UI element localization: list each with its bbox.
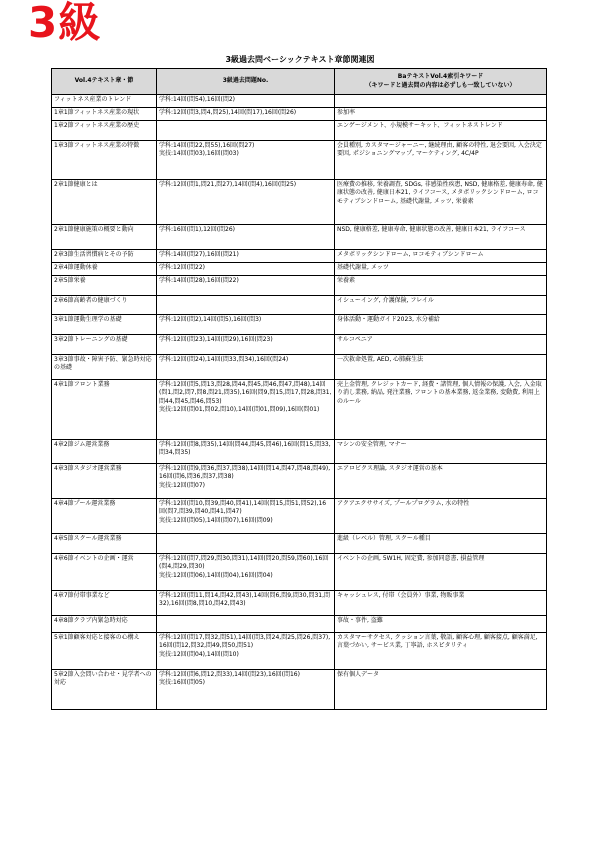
questions-cell <box>157 250 335 263</box>
table-row <box>52 355 547 380</box>
section-cell: 2章3節生活習慣病とその予防 <box>52 250 157 263</box>
keywords-cell <box>335 95 547 108</box>
section-cell: 4章7節付帯事業など <box>52 591 157 616</box>
table-row <box>52 616 547 633</box>
questions-cell <box>157 263 335 276</box>
section-cell: 2章1節健康とは <box>52 180 157 225</box>
questions-cell <box>157 499 335 534</box>
section-cell: 4章2節ジム運営業務 <box>52 440 157 464</box>
question-line: 学科:12回(問10,問39,問40,問41),14回(問15,問51,問52),16回(問7,問39,問40,問41,問47) <box>159 500 327 516</box>
questions-cell <box>157 335 335 355</box>
questions-cell <box>157 108 335 121</box>
table-row <box>52 335 547 355</box>
questions-cell <box>157 633 335 670</box>
keywords-cell: 栄養素 <box>335 276 547 296</box>
keywords-cell: NSD, 健康格差, 健康寿命, 健康状態の改善, 健康日本21, ライフコース <box>335 225 547 250</box>
question-line: 実技:12回(問04),14回(問10) <box>159 650 239 658</box>
table-row <box>52 141 547 180</box>
table-row <box>52 250 547 263</box>
questions-cell <box>157 534 335 554</box>
section-cell: 3章1節運動生理学の基礎 <box>52 315 157 335</box>
question-line: 学科:14回(問22,問55),16回(問27) <box>159 142 255 149</box>
table-row <box>52 534 547 554</box>
question-line: 実技:12回(問07) <box>159 481 205 489</box>
header-keywords-line2: （キワードと過去問の内容は必ずしも一致していない） <box>365 81 516 89</box>
questions-cell <box>157 464 335 499</box>
question-line: 実技:16回(問05) <box>159 679 205 687</box>
table-row <box>52 108 547 121</box>
questions-cell <box>157 180 335 225</box>
header-section: Vol.4テキスト章・節 <box>52 69 157 95</box>
section-cell: 2章4節運動休養 <box>52 263 157 276</box>
section-cell: 2章6節高齢者の健康づくり <box>52 296 157 315</box>
question-line: 学科:12回(問6,問12,問33),14回(問23),16回(問16) <box>159 671 300 678</box>
keywords-cell: 事故・事件, 盗難 <box>335 616 547 633</box>
section-cell: 5章2節入会問い合わせ・見学者への対応 <box>52 670 157 710</box>
question-line: 学科:12回(問17,問32,問51),14回(問3,問24,問25,問26,問37),16回(問12,問32,問49,問50,問51) <box>159 634 331 650</box>
section-cell: 4章3節スタジオ運営業務 <box>52 464 157 499</box>
questions-cell <box>157 591 335 616</box>
question-line: 実技:12回(問06),14回(問04),16回(問04) <box>159 571 273 579</box>
question-line: 学科:14回(問54),16回(問2) <box>159 96 236 103</box>
keywords-cell: メタボリックシンドローム, ロコモティブシンドローム <box>335 250 547 263</box>
question-line: 学科:12回(問7,問29,問30,問31),14回(問20,問59,問60),16回(問4,問29,問30) <box>159 555 329 571</box>
questions-cell <box>157 121 335 141</box>
section-cell: 4章4節プール運営業務 <box>52 499 157 534</box>
section-cell: 4章8節クラブ内緊急時対応 <box>52 616 157 633</box>
keywords-cell: マシンの安全管理, マナー <box>335 440 547 464</box>
section-cell: 1章1節フィットネス産業の現状 <box>52 108 157 121</box>
keywords-cell: 会員種別, カスタマージャーニー, 継続理由, 顧客の特性, 退会要因, 入会決定要因, ポジショニングマップ, マーケティング, 4C/4P <box>335 141 547 180</box>
question-line: 学科:12回(問1,問21,問27),14回(問4),16回(問25) <box>159 181 297 188</box>
keywords-cell: 一次救命処置, AED, 心肺蘇生法 <box>335 355 547 380</box>
table-row <box>52 180 547 225</box>
section-cell: 3章3節事故・障害予防、緊急時対応の基礎 <box>52 355 157 380</box>
keywords-cell: カスタマーサクセス, クッション言葉, 敬語, 顧客心理, 顧客接点, 顧客満足, 言葉づかい, サービス業, 丁寧語, ホスピタリティ <box>335 633 547 670</box>
table-row <box>52 464 547 499</box>
section-cell: 4章5節スクール運営業務 <box>52 534 157 554</box>
table-row <box>52 591 547 616</box>
table-row <box>52 121 547 141</box>
keywords-cell: エアロビクス理論, スタジオ運営の基本 <box>335 464 547 499</box>
chapter-relation-table <box>51 68 547 710</box>
questions-cell <box>157 225 335 250</box>
table-row <box>52 95 547 108</box>
table-row <box>52 225 547 250</box>
question-line: 実技:12回(問05),14回(問07),16回(問09) <box>159 516 273 524</box>
table-row <box>52 554 547 591</box>
keywords-cell: イシューイング, 介護保険, フレイル <box>335 296 547 315</box>
grade-heading: 3級 <box>28 0 102 47</box>
questions-cell <box>157 380 335 440</box>
keywords-cell: 医療費の推移, 栄養調査, SDGs, 非感染性疾患, NSD, 健康格差, 健康寿命, 健康状態の改善, 健康日本21, ライフコース, メタボリックシンドローム, ロコモティブシンドローム, 基礎代謝量, メッツ, 栄養素 <box>335 180 547 225</box>
keywords-cell: 基礎代謝量, メッツ <box>335 263 547 276</box>
keywords-cell: エンゲージメント、小規模サーキット、フィットネストレンド <box>335 121 547 141</box>
section-cell: 1章3節フィットネス産業の特徴 <box>52 141 157 180</box>
section-cell: 4章1節フロント業務 <box>52 380 157 440</box>
keywords-cell: 保有個人データ <box>335 670 547 710</box>
question-line: 学科:14回(問28),16回(問22) <box>159 277 239 284</box>
document-title: 3級過去問ベーシックテキスト章節関連図 <box>225 55 375 64</box>
section-cell: フィットネス産業のトレンド <box>52 95 157 108</box>
section-cell: 2章1節健康施策の概要と動向 <box>52 225 157 250</box>
header-keywords <box>335 69 547 95</box>
keywords-cell: 参加率 <box>335 108 547 121</box>
keywords-cell: 進級（レベル）管理, スクール種目 <box>335 534 547 554</box>
question-line: 学科:12回(問9,問36,問37,問38),14回(問14,問47,問48,問49),16回(問6,問36,問37,問38) <box>159 465 331 481</box>
question-line: 学科:12回(問8,問35),14回(問44,問45,問46),16回(問15,問33,問34,問35) <box>159 441 331 457</box>
table-row <box>52 276 547 296</box>
questions-cell <box>157 616 335 633</box>
questions-cell <box>157 296 335 315</box>
table-row <box>52 670 547 710</box>
section-cell: 1章2節フィットネス産業の歴史 <box>52 121 157 141</box>
table-row <box>52 296 547 315</box>
question-line: 実技:14回(問03),16回(問03) <box>159 150 239 158</box>
question-line: 学科:12回(問22) <box>159 264 205 271</box>
question-line: 学科:12回(問5,問13,問28,問44,問45,問46,問47,問48),14回(問1,問2,問7,問8,問21,問35),16回(問9,問15,問17,問28,問31,問44,問45,問46,問53) <box>159 381 332 405</box>
table-row <box>52 380 547 440</box>
table-row <box>52 315 547 335</box>
keywords-cell: アクアエクササイズ, プールプログラム, 水の特性 <box>335 499 547 534</box>
question-line: 学科:12回(問23),14回(問29),16回(問23) <box>159 336 273 343</box>
header-keywords-line1: BaテキストVol.4索引キワード <box>397 73 484 81</box>
questions-cell <box>157 554 335 591</box>
questions-cell <box>157 315 335 335</box>
question-line: 学科:12回(問11,問14,問42,問43),14回(問6,問9,問30,問31,問32),16回(問8,問10,問42,問43) <box>159 592 331 608</box>
question-line: 学科:12回(問2),14回(問5),16回(問3) <box>159 316 262 323</box>
section-cell: 5章1節顧客対応と接客の心構え <box>52 633 157 670</box>
question-line: 学科:12回(問3,問4,問25),14回(問17),16回(問26) <box>159 109 297 116</box>
table-row <box>52 440 547 464</box>
question-line: 実技:12回(問01,問02,問10),14回(問01,問09),16回(問01) <box>159 406 320 414</box>
keywords-cell: サルコペニア <box>335 335 547 355</box>
questions-cell <box>157 670 335 710</box>
question-line: 学科:16回(問1),12回(問26) <box>159 226 236 233</box>
table-row <box>52 633 547 670</box>
question-line: 学科:12回(問24),14回(問33,問34),16回(問24) <box>159 356 289 363</box>
question-line: 学科:14回(問27),16回(問21) <box>159 251 239 258</box>
questions-cell <box>157 95 335 108</box>
keywords-cell: イベントの企画, 5W1H, 固定費, 参加同意書, 損益管理 <box>335 554 547 591</box>
questions-cell <box>157 141 335 180</box>
questions-cell <box>157 440 335 464</box>
questions-cell <box>157 355 335 380</box>
keywords-cell: 売上金管理, クレジットカード, 経費・諸管理, 個人情報の保護, 入会, 入金取り消し業務, 納品, 発注業務, フロントの基本業務, 返金業務, 変動費, 利用上のルール <box>335 380 547 440</box>
keywords-cell: キャッシュレス, 付帯（会員外）事業, 物販事業 <box>335 591 547 616</box>
keywords-cell: 身体活動・運動ガイド2023, 水分補給 <box>335 315 547 335</box>
section-cell: 2章5節栄養 <box>52 276 157 296</box>
header-questions: 3級過去問題No. <box>157 69 335 95</box>
section-cell: 4章6節イベントの企画・運営 <box>52 554 157 591</box>
section-cell: 3章2節トレーニングの基礎 <box>52 335 157 355</box>
questions-cell <box>157 276 335 296</box>
table-row <box>52 263 547 276</box>
table-row <box>52 499 547 534</box>
